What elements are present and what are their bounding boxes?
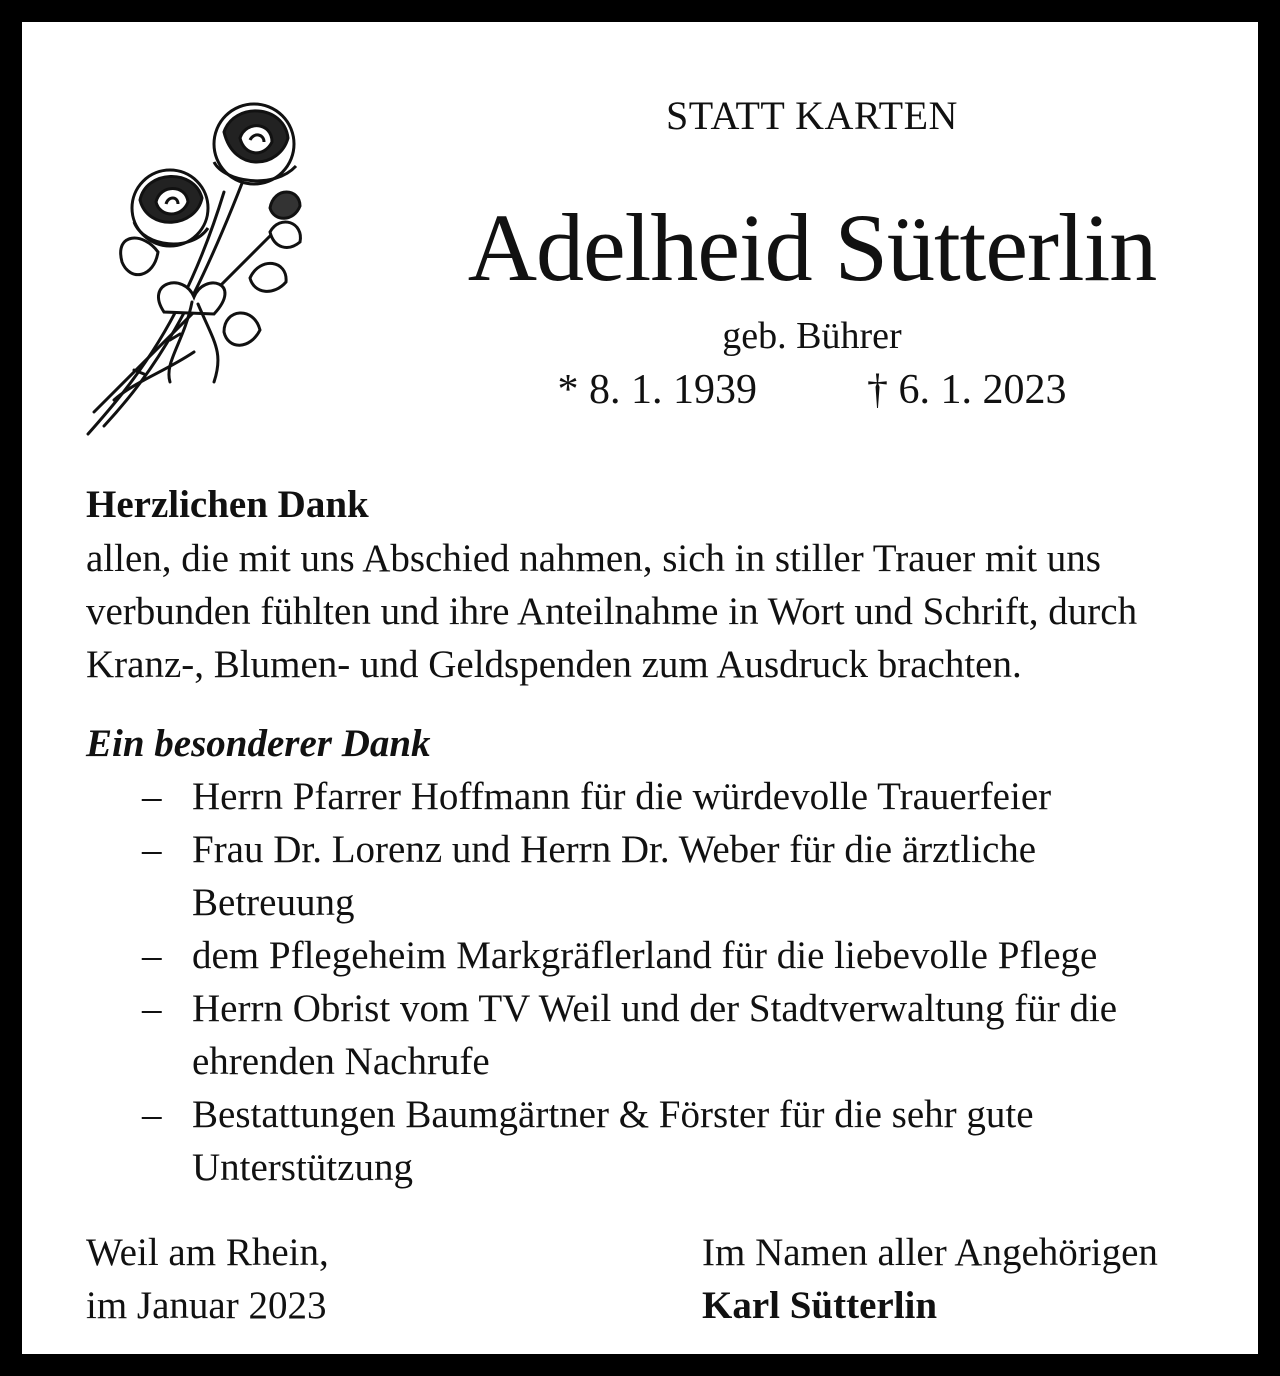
life-dates [382,366,1242,414]
rose-bouquet-icon [74,82,322,454]
thanks-body: allen, die mit uns Abschied nahmen, sich in stiller Trauer mit uns verbunden fühlten und ihre Anteilnahme in Wort und Schrift, durch Kranz-, Blumen- und Geldspenden zum Ausdruck brachten. [86,537,1138,686]
special-thanks-list [86,770,1246,1194]
list-item: – Frau Dr. Lorenz und Herrn Dr. Weber für die ärztliche Betreuung [86,823,1202,929]
list-dash: – [142,987,162,1030]
on-behalf: Im Namen aller Angehörigen [702,1231,1158,1274]
deceased-name: Adelheid Sütterlin [467,194,1157,301]
place-date [86,1226,329,1332]
special-thanks-heading: Ein besonderer Dank [86,722,431,765]
list-item: – Herrn Pfarrer Hoffmann für die würdevolle Trauerfeier [86,770,1246,823]
thanks-heading: Herzlichen Dank [86,483,369,526]
list-dash: – [142,1093,162,1136]
birth-date: * 8. 1. 1939 [557,367,757,413]
death-date: † 6. 1. 2023 [867,367,1067,413]
list-item: – Herrn Obrist vom TV Weil und der Stadtverwaltung für die ehrenden Nachrufe [86,982,1192,1088]
list-dash: – [142,934,162,977]
date: im Januar 2023 [86,1284,327,1327]
place: Weil am Rhein, [86,1231,329,1274]
maiden-name: geb. Bührer [722,315,902,357]
list-item: – dem Pflegeheim Markgräflerland für die liebevolle Pflege [86,929,1246,982]
list-dash: – [142,828,162,871]
statt-karten: STATT KARTEN [666,93,958,138]
signer-name: Karl Sütterlin [702,1284,938,1327]
list-item: – Bestattungen Baumgärtner & Förster für die sehr gute Unterstützung [86,1088,1202,1194]
list-dash: – [142,775,162,818]
signature-block [702,1226,1158,1332]
